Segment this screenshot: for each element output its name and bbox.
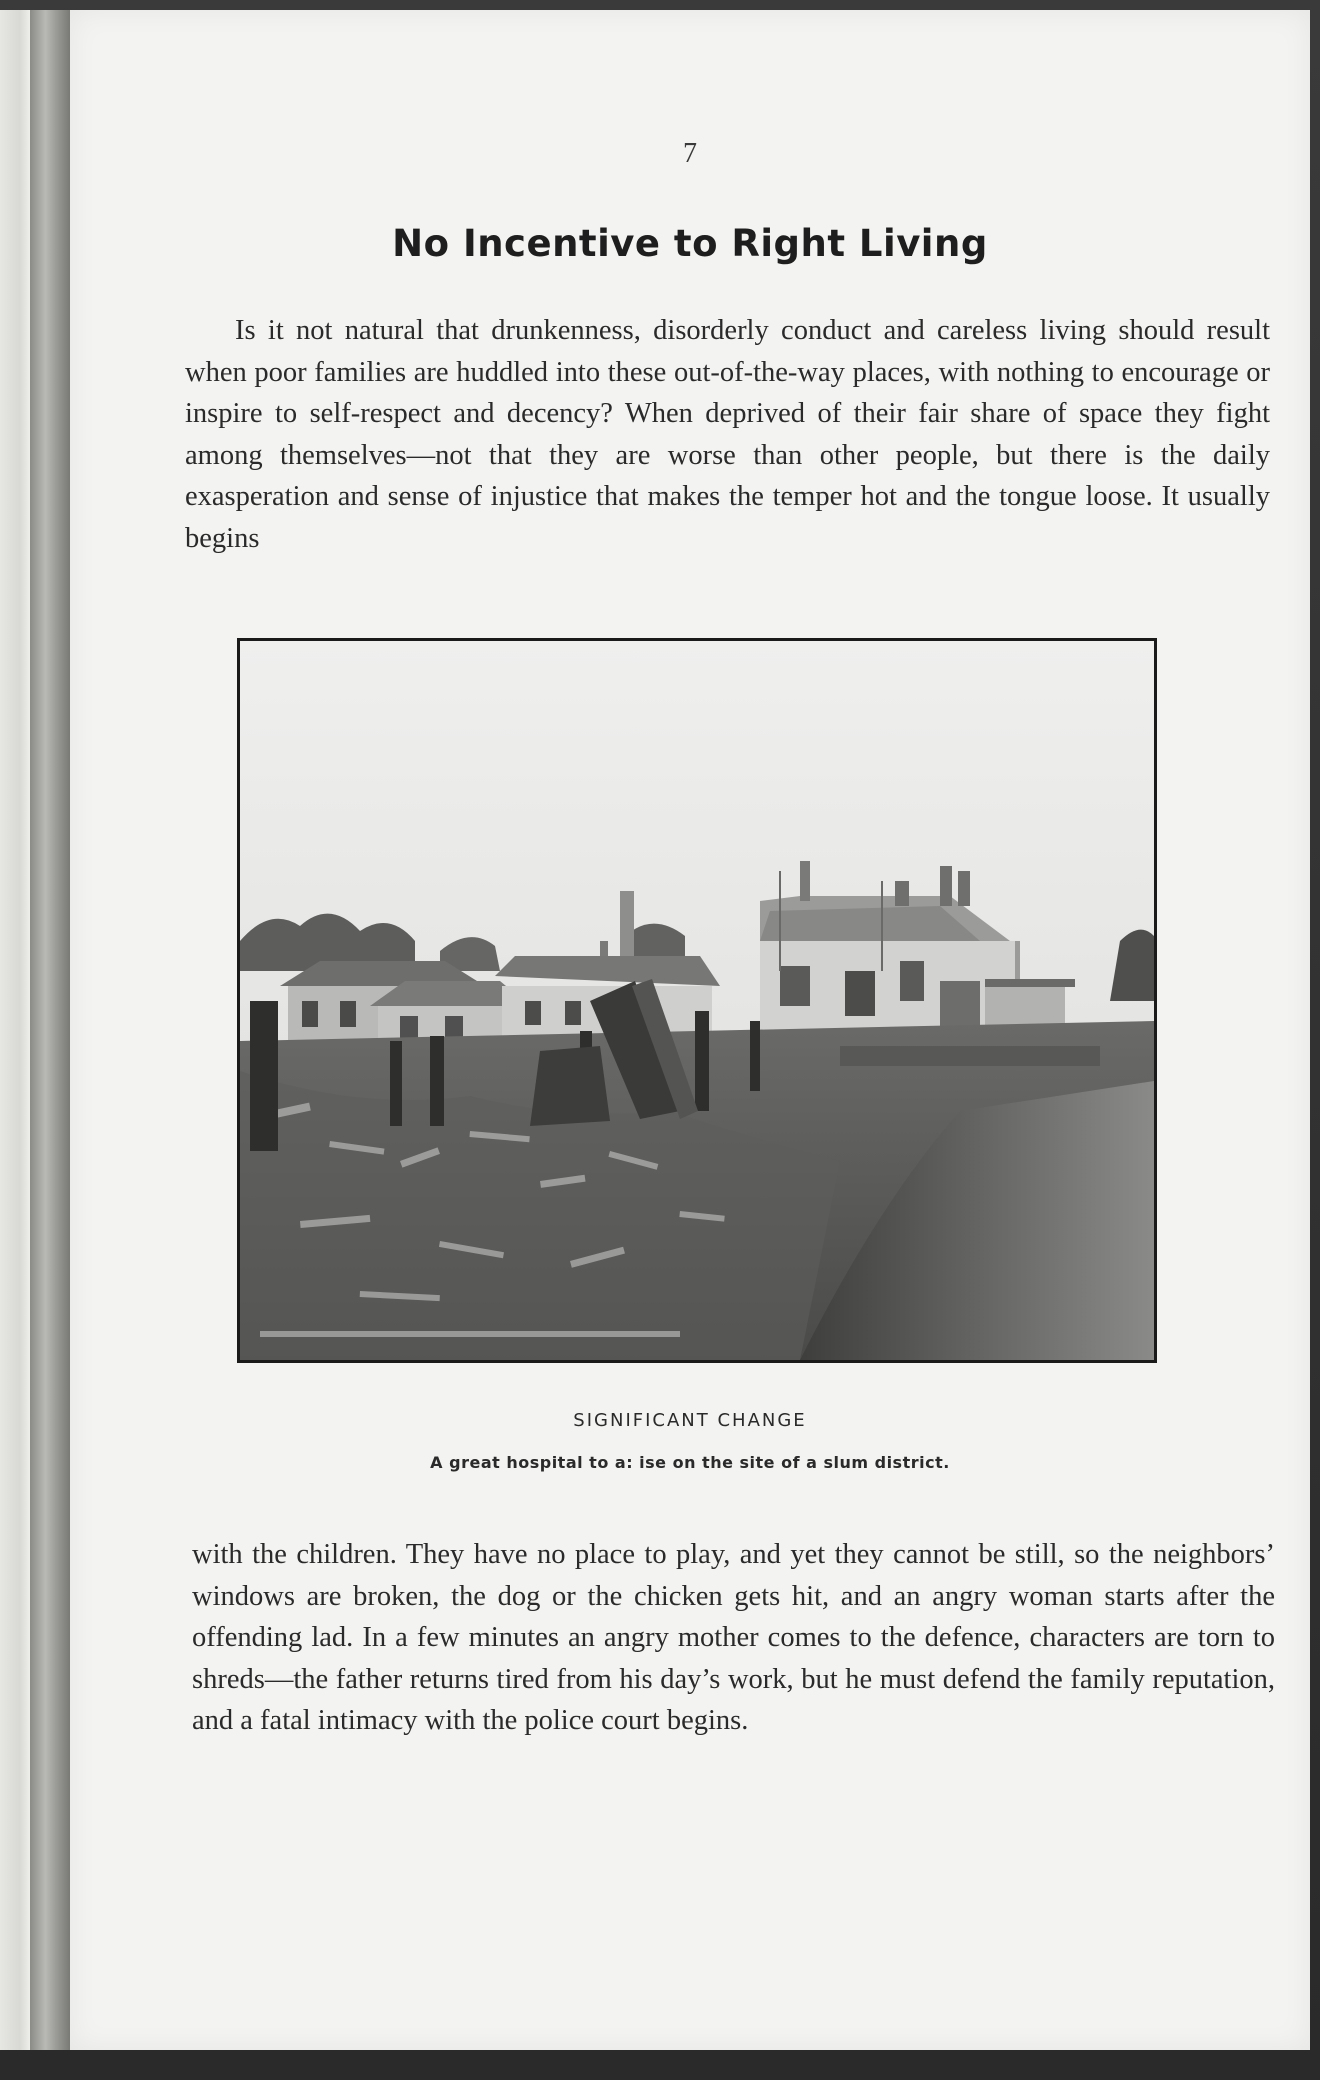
page-number: 7 (683, 138, 697, 169)
book-page (70, 10, 1310, 2050)
figure-caption-title: SIGNIFICANT CHANGE (573, 1410, 807, 1431)
figure-caption-text: A great hospital to a: ise on the site of a slum district. (430, 1453, 950, 1472)
photo-frame (237, 638, 1157, 1363)
slum-district-photo (240, 641, 1154, 1360)
paragraph-1: Is it not natural that drunkenness, disorderly conduct and careless living should result when poor families are huddled into these out-of-the-way places, with nothing to encourage or inspire to self-respect and decency? When deprived of their fair share of space they fight among themselves—not that they are worse than other people, but there is the daily exasperation and sense of injustice that makes the temper hot and the tongue loose. It usually begins (185, 315, 1270, 554)
paragraph-2: with the children. They have no place to play, and yet they cannot be still, so the neighbors’ windows are broken, the dog or the chicken gets hit, and an angry woman starts after the offending lad. In a few minutes an angry mother comes to the defence, characters are torn to shreds—the father returns tired from his day’s work, but he must defend the family reputation, and a fatal intimacy with the police court begins. (192, 1539, 1275, 1736)
page-heading: No Incentive to Right Living (392, 222, 988, 265)
book-gutter (30, 10, 74, 2050)
